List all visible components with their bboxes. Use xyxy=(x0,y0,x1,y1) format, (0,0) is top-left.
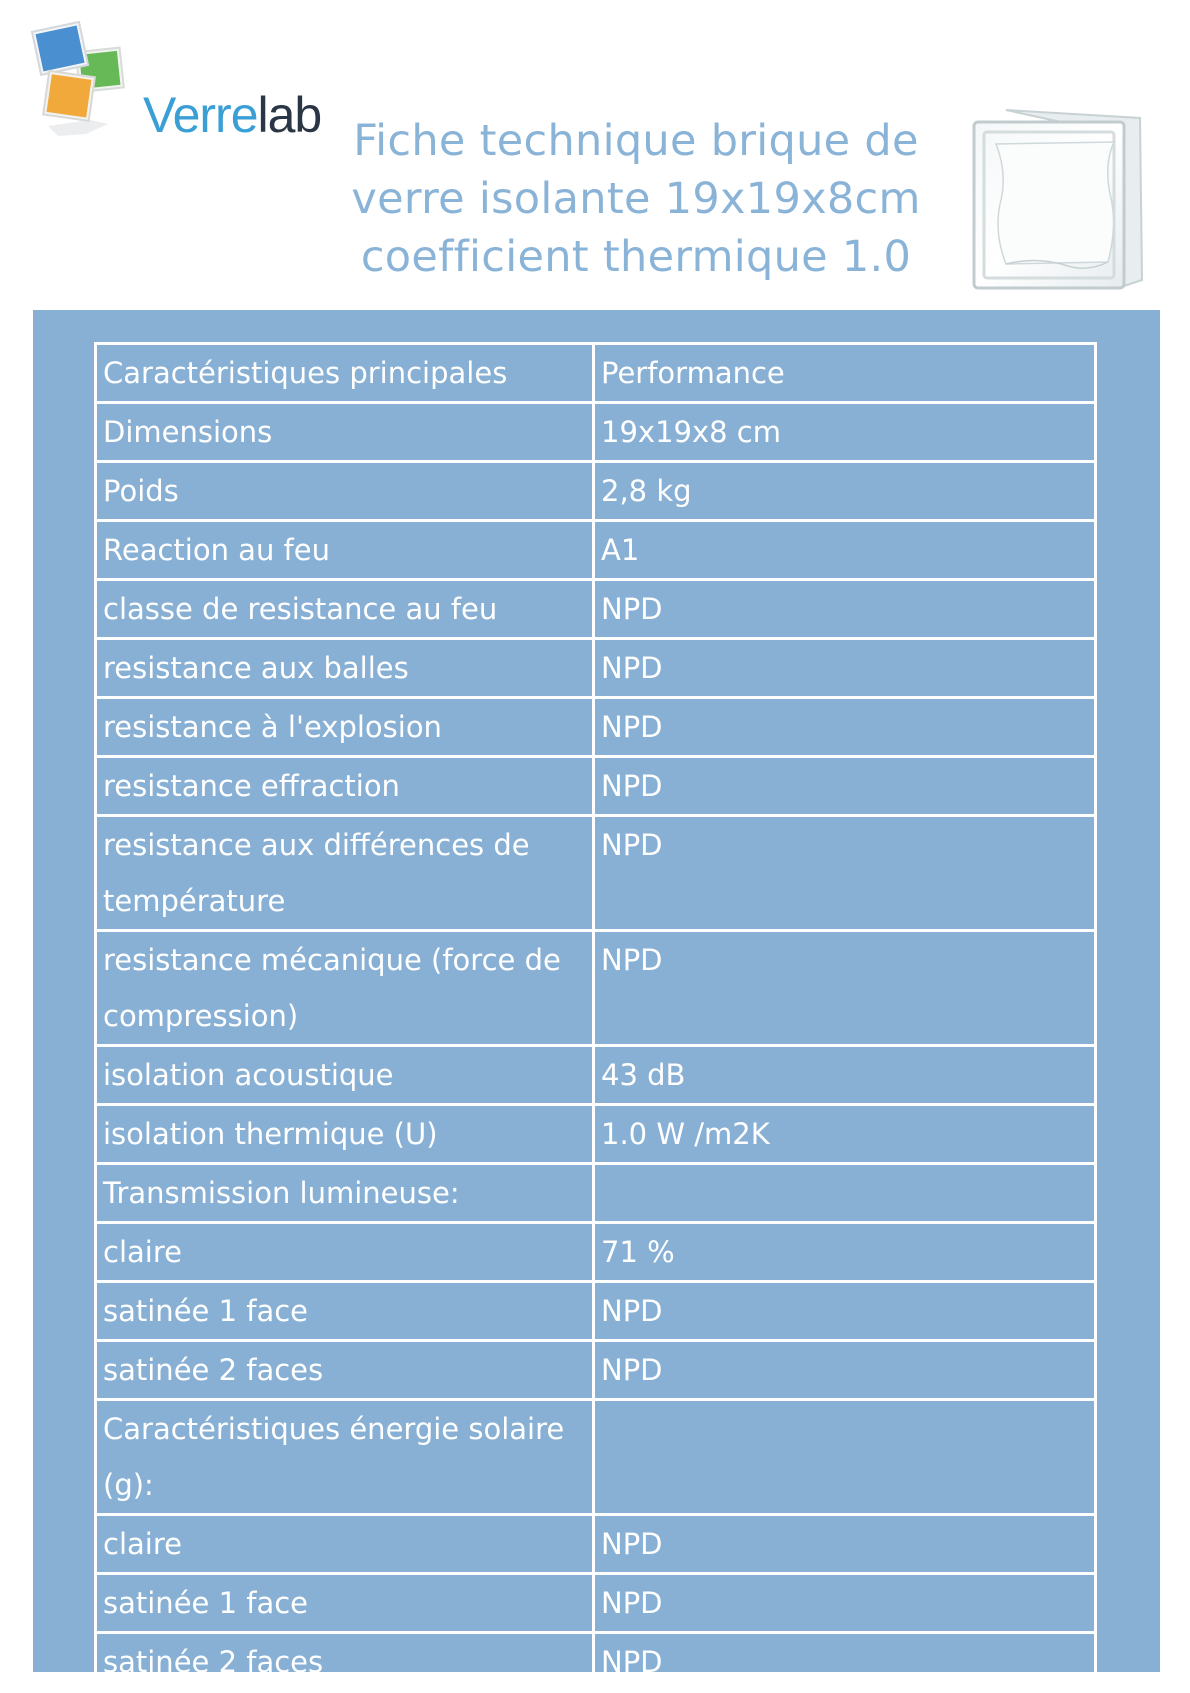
row-label: satinée 2 faces xyxy=(96,1633,594,1692)
row-value: NPD xyxy=(594,639,1096,698)
row-label: Dimensions xyxy=(96,403,594,462)
row-value xyxy=(594,1400,1096,1515)
table-row xyxy=(96,1164,1096,1223)
row-label: resistance mécanique (force de compression) xyxy=(96,931,594,1046)
table-row xyxy=(96,1400,1096,1515)
row-label: satinée 1 face xyxy=(96,1574,594,1633)
row-value: NPD xyxy=(594,698,1096,757)
title-line: verre isolante 19x19x8cm xyxy=(351,174,921,224)
row-label: satinée 1 face xyxy=(96,1282,594,1341)
row-label: classe de resistance au feu xyxy=(96,580,594,639)
row-value: 2,8 kg xyxy=(594,462,1096,521)
column-header-characteristics: Caractéristiques principales xyxy=(96,344,594,403)
row-value xyxy=(594,1164,1096,1223)
logo-text-verre: Verre xyxy=(143,87,258,143)
row-label: isolation acoustique xyxy=(96,1046,594,1105)
column-header-performance: Performance xyxy=(594,344,1096,403)
row-value: 71 % xyxy=(594,1223,1096,1282)
row-value: NPD xyxy=(594,1574,1096,1633)
table-header-row xyxy=(96,344,1096,403)
table-row xyxy=(96,1633,1096,1692)
logo-text-lab: lab xyxy=(257,87,322,143)
table-row xyxy=(96,931,1096,1046)
table-row xyxy=(96,1046,1096,1105)
row-label: Caractéristiques énergie solaire (g): xyxy=(96,1400,594,1515)
row-value: NPD xyxy=(594,816,1096,931)
title-line: Fiche technique brique de xyxy=(353,116,919,166)
page-title xyxy=(330,112,942,286)
title-line: coefficient thermique 1.0 xyxy=(360,232,912,282)
row-value: 43 dB xyxy=(594,1046,1096,1105)
spec-panel xyxy=(33,310,1160,1679)
table-row xyxy=(96,639,1096,698)
row-value: NPD xyxy=(594,757,1096,816)
row-label: resistance aux balles xyxy=(96,639,594,698)
row-label: Poids xyxy=(96,462,594,521)
table-row xyxy=(96,462,1096,521)
table-row xyxy=(96,1515,1096,1574)
row-label: resistance effraction xyxy=(96,757,594,816)
row-label: claire xyxy=(96,1223,594,1282)
table-row xyxy=(96,403,1096,462)
table-row xyxy=(96,521,1096,580)
row-value: A1 xyxy=(594,521,1096,580)
table-row xyxy=(96,698,1096,757)
row-label: satinée 2 faces xyxy=(96,1341,594,1400)
row-label: resistance aux différences de température xyxy=(96,816,594,931)
row-label: claire xyxy=(96,1515,594,1574)
spec-table xyxy=(94,342,1097,1693)
row-value: NPD xyxy=(594,580,1096,639)
table-row xyxy=(96,1223,1096,1282)
table-row xyxy=(96,1341,1096,1400)
row-value: 19x19x8 cm xyxy=(594,403,1096,462)
logo-wordmark xyxy=(143,87,322,143)
row-value: NPD xyxy=(594,931,1096,1046)
verrelab-logo xyxy=(28,14,322,144)
row-label: Reaction au feu xyxy=(96,521,594,580)
row-label: resistance à l'explosion xyxy=(96,698,594,757)
row-label: Transmission lumineuse: xyxy=(96,1164,594,1223)
glass-tiles-icon xyxy=(28,14,148,144)
row-value: NPD xyxy=(594,1341,1096,1400)
table-row xyxy=(96,757,1096,816)
table-row xyxy=(96,816,1096,931)
row-value: NPD xyxy=(594,1515,1096,1574)
row-value: NPD xyxy=(594,1633,1096,1692)
row-label: isolation thermique (U) xyxy=(96,1105,594,1164)
row-value: 1.0 W /m2K xyxy=(594,1105,1096,1164)
table-row xyxy=(96,1105,1096,1164)
table-row xyxy=(96,1574,1096,1633)
row-value: NPD xyxy=(594,1282,1096,1341)
glass-brick-image xyxy=(968,104,1148,294)
table-row xyxy=(96,1282,1096,1341)
table-row xyxy=(96,580,1096,639)
